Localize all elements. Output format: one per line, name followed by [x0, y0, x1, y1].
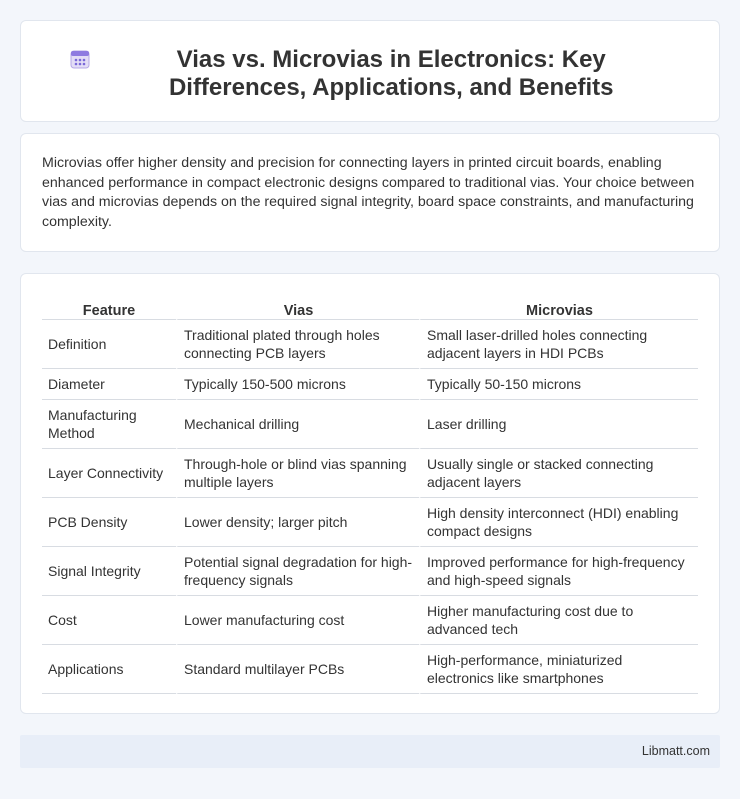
cell-vias: Lower manufacturing cost: [176, 596, 419, 645]
cell-microvias: Higher manufacturing cost due to advanced tech: [419, 596, 698, 645]
cell-feature: Layer Connectivity: [42, 449, 176, 498]
cell-feature: Manufacturing Method: [42, 400, 176, 449]
cell-microvias: Small laser-drilled holes connecting adjacent layers in HDI PCBs: [419, 320, 698, 369]
comparison-table: [42, 296, 698, 694]
cell-vias: Through-hole or blind vias spanning multiple layers: [176, 449, 419, 498]
cell-feature: Diameter: [42, 369, 176, 400]
cell-vias: Lower density; larger pitch: [176, 498, 419, 547]
table-row: [42, 596, 698, 645]
intro-card: [20, 133, 720, 252]
cell-feature: Applications: [42, 645, 176, 694]
title-card: [20, 20, 720, 122]
table-row: [42, 320, 698, 369]
cell-microvias: Laser drilling: [419, 400, 698, 449]
header-vias: Vias: [176, 296, 419, 320]
table-card: [20, 273, 720, 714]
footer-site-link[interactable]: Libmatt.com: [641, 744, 710, 758]
title-wrap: [21, 46, 719, 102]
calendar-icon: [69, 48, 91, 70]
cell-vias: Potential signal degradation for high-frequency signals: [176, 547, 419, 596]
table-header-row: [42, 296, 698, 320]
table-row: [42, 498, 698, 547]
cell-microvias: High density interconnect (HDI) enabling compact designs: [419, 498, 698, 547]
cell-vias: Mechanical drilling: [176, 400, 419, 449]
table-row: [42, 369, 698, 400]
intro-paragraph: Microvias offer higher density and precision for connecting layers in printed circuit boards, enabling enhanced performance in compact electronic designs compared to traditional vias. Your choice between vias and microvias depends on the required signal integrity, board space constraints, and manufacturing complexity.: [42, 155, 695, 230]
table-row: [42, 547, 698, 596]
table-row: [42, 645, 698, 694]
table-row: [42, 449, 698, 498]
page-title: Vias vs. Microvias in Electronics: Key Differences, Applications, and Benefits: [168, 46, 614, 101]
cell-feature: Definition: [42, 320, 176, 369]
cell-vias: Typically 150-500 microns: [176, 369, 419, 400]
header-microvias: Microvias: [419, 296, 698, 320]
cell-feature: Cost: [42, 596, 176, 645]
cell-feature: Signal Integrity: [42, 547, 176, 596]
footer-bar: [20, 735, 720, 768]
cell-vias: Standard multilayer PCBs: [176, 645, 419, 694]
cell-microvias: High-performance, miniaturized electronics like smartphones: [419, 645, 698, 694]
table-row: [42, 400, 698, 449]
cell-microvias: Improved performance for high-frequency and high-speed signals: [419, 547, 698, 596]
header-feature: Feature: [42, 296, 176, 320]
cell-microvias: Usually single or stacked connecting adjacent layers: [419, 449, 698, 498]
cell-feature: PCB Density: [42, 498, 176, 547]
cell-vias: Traditional plated through holes connecting PCB layers: [176, 320, 419, 369]
cell-microvias: Typically 50-150 microns: [419, 369, 698, 400]
